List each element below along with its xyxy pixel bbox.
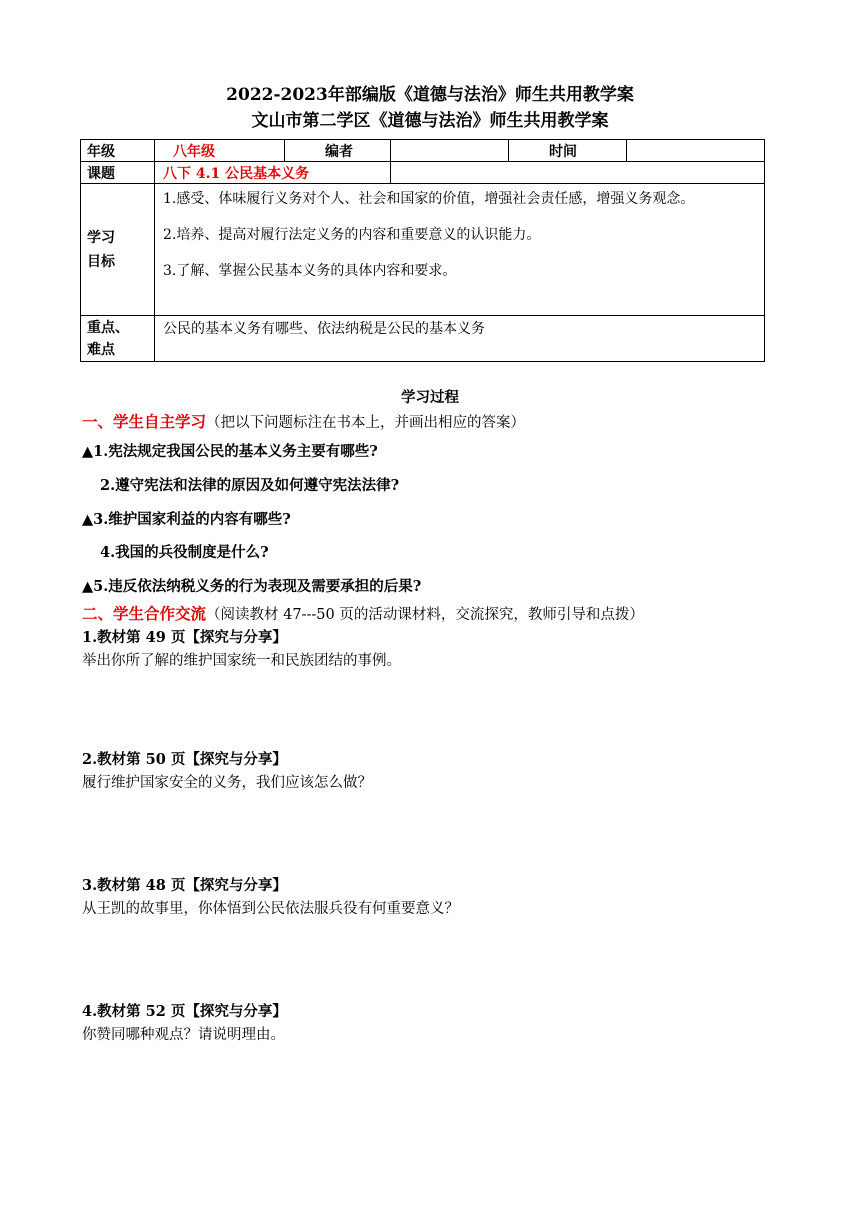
- section2-title: 二、学生合作交流: [82, 604, 207, 623]
- editor-value: [391, 140, 509, 162]
- goal-item: 1.感受、体味履行义务对个人、社会和国家的价值，增强社会责任感，增强义务观念。: [163, 191, 695, 207]
- editor-label: 编者: [285, 140, 391, 162]
- process-heading: 学习过程: [401, 389, 459, 406]
- keypoints-label: [81, 316, 155, 362]
- time-label: 时间: [509, 140, 627, 162]
- topic-empty-cell: [391, 162, 765, 184]
- activity-heading: 4.教材第 52 页【探究与分享】: [82, 1003, 287, 1020]
- activity-heading: 3.教材第 48 页【探究与分享】: [82, 877, 287, 894]
- topic-label: 课题: [81, 162, 155, 184]
- goal-item: 2.培养、提高对履行法定义务的内容和重要意义的认识能力。: [163, 227, 541, 243]
- section1-header: [82, 412, 525, 433]
- section2-header: [82, 604, 644, 625]
- topic-value: 八下 4.1 公民基本义务: [155, 162, 391, 184]
- document-subtitle: 文山市第二学区《道德与法治》师生共用教学案: [251, 111, 609, 131]
- activity-question: 你赞同哪种观点？请说明理由。: [82, 1027, 285, 1043]
- info-row-topic: [81, 162, 765, 184]
- goals-cell: [155, 184, 765, 316]
- question-item: ▲1.宪法规定我国公民的基本义务主要有哪些?: [82, 443, 378, 460]
- keypoints-value: 公民的基本义务有哪些、依法纳税是公民的基本义务: [155, 316, 765, 362]
- document-title: 2022-2023年部编版《道德与法治》师生共用教学案: [226, 85, 634, 105]
- grade-label: 年级: [81, 140, 155, 162]
- section2-note: （阅读教材 47---50 页的活动课材料，交流探究，教师引导和点拨）: [206, 607, 644, 623]
- goals-label-text: 学习目标: [87, 229, 115, 270]
- activity-question: 履行维护国家安全的义务，我们应该怎么做？: [82, 775, 372, 791]
- goals-label: [81, 184, 155, 316]
- section1-title: 一、学生自主学习: [82, 412, 207, 431]
- info-table: [80, 139, 765, 362]
- activity-heading: 2.教材第 50 页【探究与分享】: [82, 751, 287, 768]
- question-item: 2.遵守宪法和法律的原因及如何遵守宪法法律?: [100, 477, 400, 494]
- time-value: [627, 140, 765, 162]
- question-item: ▲3.维护国家利益的内容有哪些?: [82, 511, 291, 528]
- question-item: 4.我国的兵役制度是什么?: [100, 544, 269, 561]
- activity-question: 从王凯的故事里，你体悟到公民依法服兵役有何重要意义？: [82, 901, 459, 917]
- activity-question: 举出你所了解的维护国家统一和民族团结的事例。: [82, 653, 401, 669]
- info-row-grade: [81, 140, 765, 162]
- question-item: ▲5.违反依法纳税义务的行为表现及需要承担的后果?: [82, 578, 422, 595]
- goals-list: [163, 188, 758, 282]
- section1-note: （把以下问题标注在书本上，并画出相应的答案）: [206, 415, 526, 431]
- info-row-keypoints: [81, 316, 765, 362]
- goal-item: 3.了解、掌握公民基本义务的具体内容和要求。: [163, 263, 457, 279]
- activity-heading: 1.教材第 49 页【探究与分享】: [82, 629, 287, 646]
- keypoints-label-text: 重点、难点: [87, 319, 129, 358]
- grade-value: 八年级: [155, 140, 285, 162]
- info-row-goals: [81, 184, 765, 316]
